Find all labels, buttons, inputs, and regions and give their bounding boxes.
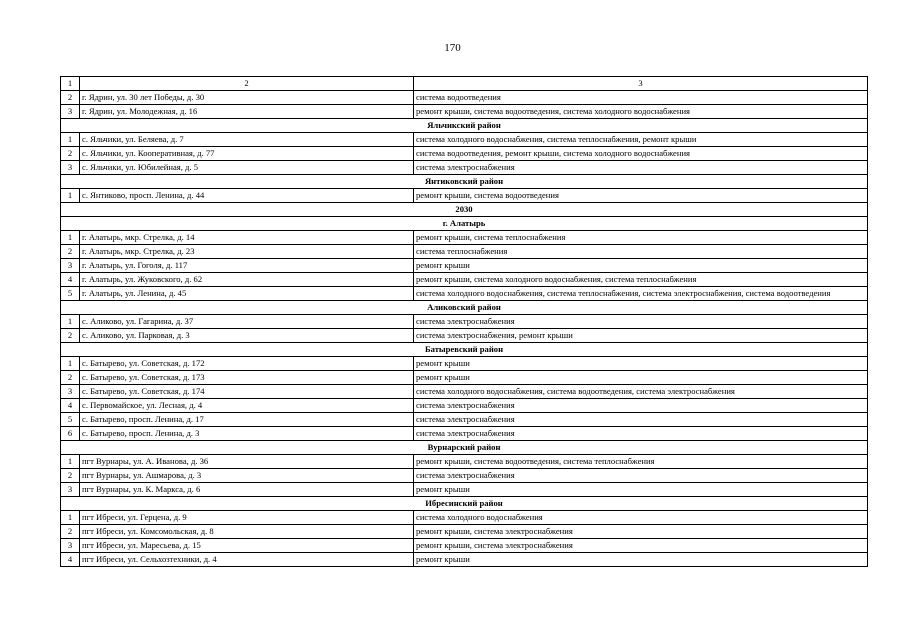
- table-row: [61, 161, 868, 175]
- section-header-row: [61, 175, 868, 189]
- row-number-cell: 2: [61, 329, 80, 343]
- address-cell: пгт Ибреси, ул. Сельхозтехники, д. 4: [80, 553, 414, 567]
- section-header-row: [61, 301, 868, 315]
- works-cell: ремонт крыши, система водоотведения, система холодного водоснабжения: [414, 105, 868, 119]
- section-title: Ибресинский район: [61, 497, 868, 511]
- works-cell: ремонт крыши, система теплоснабжения: [414, 231, 868, 245]
- works-cell: ремонт крыши, система холодного водоснабжения, система теплоснабжения: [414, 273, 868, 287]
- works-cell: система холодного водоснабжения, система теплоснабжения, система электроснабжения, система водоотведения: [414, 287, 868, 301]
- works-cell: ремонт крыши: [414, 553, 868, 567]
- table-row: [61, 315, 868, 329]
- row-number-cell: 2: [61, 245, 80, 259]
- table-row: [61, 273, 868, 287]
- table-row: [61, 287, 868, 301]
- row-number-cell: 5: [61, 413, 80, 427]
- row-number-cell: 1: [61, 231, 80, 245]
- row-number-cell: 4: [61, 273, 80, 287]
- works-cell: ремонт крыши, система электроснабжения: [414, 539, 868, 553]
- table-row: [61, 413, 868, 427]
- works-cell: ремонт крыши: [414, 357, 868, 371]
- works-cell: система холодного водоснабжения: [414, 511, 868, 525]
- section-title: Аликовский район: [61, 301, 868, 315]
- section-header-row: [61, 217, 868, 231]
- row-number-cell: 1: [61, 133, 80, 147]
- address-cell: пгт Вурнары, ул. А. Иванова, д. 36: [80, 455, 414, 469]
- table-row: [61, 553, 868, 567]
- works-cell: ремонт крыши, система электроснабжения: [414, 525, 868, 539]
- row-number-cell: 3: [61, 539, 80, 553]
- table-row: [61, 483, 868, 497]
- works-cell: система водоотведения, ремонт крыши, система холодного водоснабжения: [414, 147, 868, 161]
- table-row: [61, 371, 868, 385]
- section-title: Янтиковский район: [61, 175, 868, 189]
- row-number-cell: 3: [61, 483, 80, 497]
- address-cell: с. Яльчики, ул. Кооперативная, д. 77: [80, 147, 414, 161]
- table-row: [61, 399, 868, 413]
- works-cell: система водоотведения: [414, 91, 868, 105]
- address-cell: с. Батырево, просп. Ленина, д. 17: [80, 413, 414, 427]
- table-row: [61, 469, 868, 483]
- section-header-row: [61, 343, 868, 357]
- table-row: [61, 259, 868, 273]
- address-cell: пгт Вурнары, ул. К. Маркса, д. 6: [80, 483, 414, 497]
- row-number-cell: 2: [61, 371, 80, 385]
- table-row: [61, 427, 868, 441]
- works-cell: система теплоснабжения: [414, 245, 868, 259]
- section-title: Вурнарский район: [61, 441, 868, 455]
- address-cell: с. Батырево, ул. Советская, д. 172: [80, 357, 414, 371]
- address-cell: с. Яльчики, ул. Беляева, д. 7: [80, 133, 414, 147]
- table-row: [61, 133, 868, 147]
- table-row: [61, 245, 868, 259]
- table-row: [61, 357, 868, 371]
- works-cell: система электроснабжения: [414, 469, 868, 483]
- works-cell: система электроснабжения: [414, 399, 868, 413]
- works-cell: ремонт крыши, система водоотведения, система теплоснабжения: [414, 455, 868, 469]
- row-number-cell: 3: [61, 259, 80, 273]
- row-number-cell: 1: [61, 511, 80, 525]
- row-number-cell: 4: [61, 553, 80, 567]
- address-cell: пгт Ибреси, ул. Маресьева, д. 15: [80, 539, 414, 553]
- row-number-cell: 3: [61, 161, 80, 175]
- works-cell: система электроснабжения: [414, 413, 868, 427]
- works-cell: система электроснабжения, ремонт крыши: [414, 329, 868, 343]
- table-row: [61, 105, 868, 119]
- table-row: [61, 385, 868, 399]
- address-cell: пгт Вурнары, ул. Ашмарова, д. 3: [80, 469, 414, 483]
- row-number-cell: 1: [61, 315, 80, 329]
- section-title: Яльчикский район: [61, 119, 868, 133]
- address-cell: с. Батырево, просп. Ленина, д. 3: [80, 427, 414, 441]
- section-title: г. Алатырь: [61, 217, 868, 231]
- works-cell: система электроснабжения: [414, 427, 868, 441]
- works-cell: система электроснабжения: [414, 315, 868, 329]
- row-number-cell: 4: [61, 399, 80, 413]
- row-number-cell: 3: [61, 385, 80, 399]
- table-row: [61, 189, 868, 203]
- works-cell: система холодного водоснабжения, система теплоснабжения, ремонт крыши: [414, 133, 868, 147]
- table-row: [61, 147, 868, 161]
- section-title: 2030: [61, 203, 868, 217]
- address-cell: с. Янтиково, просп. Ленина, д. 44: [80, 189, 414, 203]
- address-cell: г. Алатырь, мкр. Стрелка, д. 23: [80, 245, 414, 259]
- row-number-cell: 1: [61, 189, 80, 203]
- header-cell-number: 1: [61, 77, 80, 91]
- section-title: Батыревский район: [61, 343, 868, 357]
- address-cell: г. Ядрин, ул. 30 лет Победы, д. 30: [80, 91, 414, 105]
- address-cell: с. Яльчики, ул. Юбилейная, д. 5: [80, 161, 414, 175]
- row-number-cell: 2: [61, 469, 80, 483]
- section-header-row: [61, 497, 868, 511]
- table-header-row: [61, 77, 868, 91]
- row-number-cell: 1: [61, 455, 80, 469]
- works-cell: ремонт крыши: [414, 259, 868, 273]
- works-cell: система холодного водоснабжения, система водоотведения, система электроснабжения: [414, 385, 868, 399]
- header-cell-address: 2: [80, 77, 414, 91]
- row-number-cell: 2: [61, 91, 80, 105]
- address-cell: пгт Ибреси, ул. Герцена, д. 9: [80, 511, 414, 525]
- row-number-cell: 5: [61, 287, 80, 301]
- page-number: 170: [444, 42, 461, 54]
- header-cell-works: 3: [414, 77, 868, 91]
- section-header-row: [61, 441, 868, 455]
- table-row: [61, 539, 868, 553]
- table-row: [61, 231, 868, 245]
- table-row: [61, 91, 868, 105]
- buildings-table: [60, 76, 868, 567]
- table-body: [61, 77, 868, 567]
- address-cell: с. Батырево, ул. Советская, д. 173: [80, 371, 414, 385]
- address-cell: пгт Ибреси, ул. Комсомольская, д. 8: [80, 525, 414, 539]
- table-row: [61, 525, 868, 539]
- address-cell: с. Батырево, ул. Советская, д. 174: [80, 385, 414, 399]
- table-row: [61, 455, 868, 469]
- address-cell: с. Аликово, ул. Парковая, д. 3: [80, 329, 414, 343]
- address-cell: г. Ядрин, ул. Молодежная, д. 16: [80, 105, 414, 119]
- row-number-cell: 3: [61, 105, 80, 119]
- row-number-cell: 6: [61, 427, 80, 441]
- address-cell: г. Алатырь, ул. Гоголя, д. 117: [80, 259, 414, 273]
- section-header-row: [61, 203, 868, 217]
- address-cell: г. Алатырь, ул. Жуковского, д. 62: [80, 273, 414, 287]
- table-row: [61, 329, 868, 343]
- works-cell: ремонт крыши, система водоотведения: [414, 189, 868, 203]
- address-cell: с. Первомайское, ул. Лесная, д. 4: [80, 399, 414, 413]
- table-row: [61, 511, 868, 525]
- address-cell: с. Аликово, ул. Гагарина, д. 37: [80, 315, 414, 329]
- works-cell: ремонт крыши: [414, 371, 868, 385]
- works-cell: система электроснабжения: [414, 161, 868, 175]
- row-number-cell: 2: [61, 525, 80, 539]
- row-number-cell: 1: [61, 357, 80, 371]
- address-cell: г. Алатырь, ул. Ленина, д. 45: [80, 287, 414, 301]
- section-header-row: [61, 119, 868, 133]
- address-cell: г. Алатырь, мкр. Стрелка, д. 14: [80, 231, 414, 245]
- row-number-cell: 2: [61, 147, 80, 161]
- works-cell: ремонт крыши: [414, 483, 868, 497]
